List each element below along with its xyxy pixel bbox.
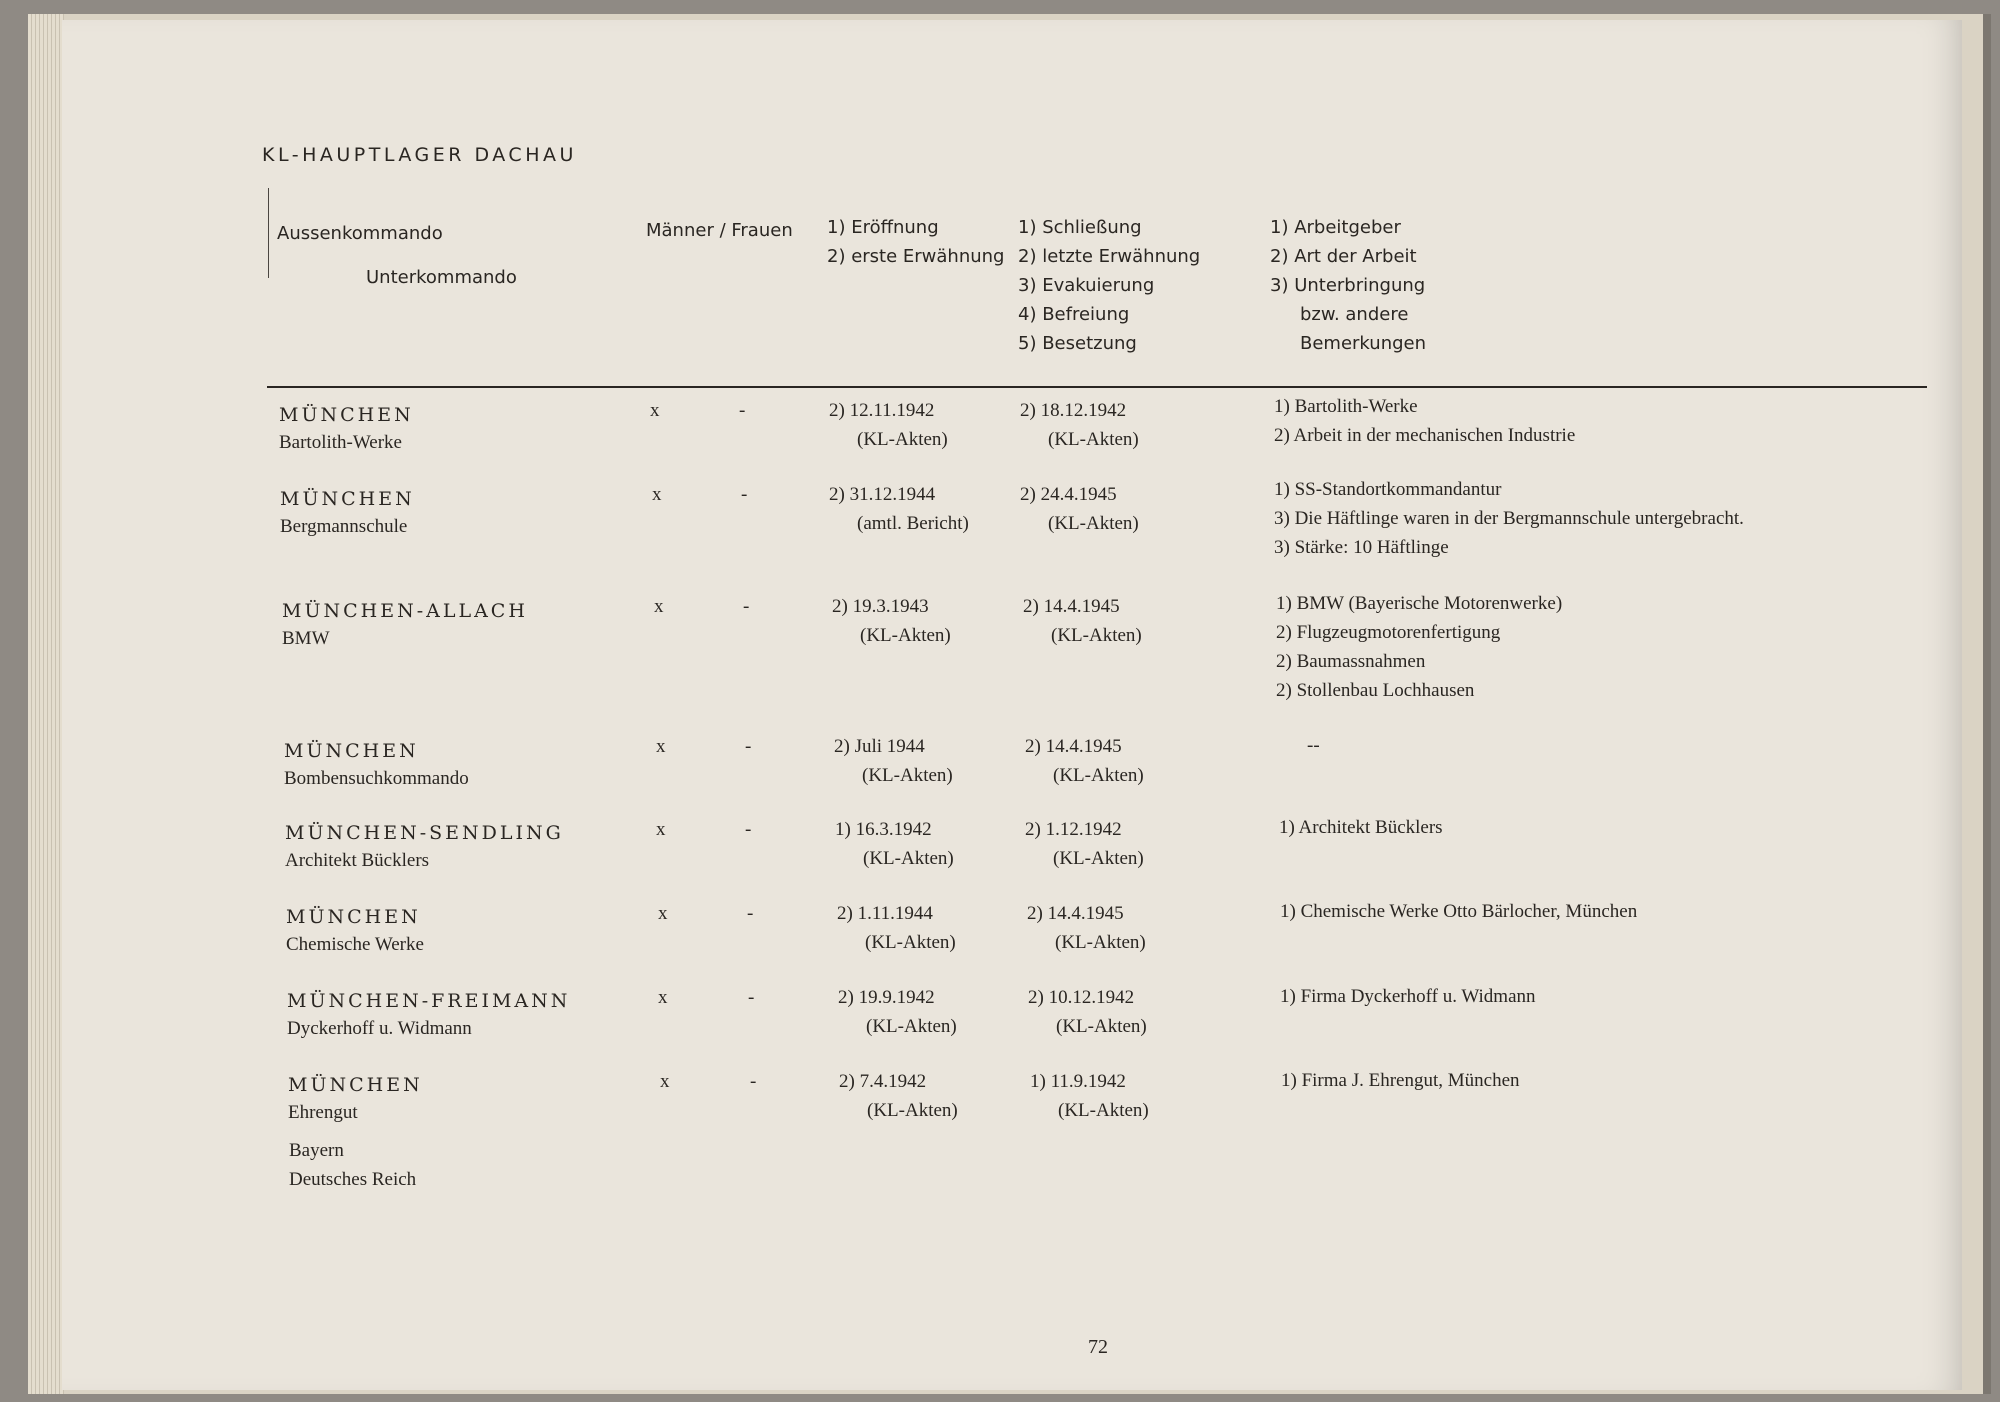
opened-date: 2) 7.4.1942 xyxy=(839,1071,927,1092)
note-line: 3) Die Häftlinge waren in der Bergmannschule untergebracht. xyxy=(1274,508,1744,529)
row-notes xyxy=(1280,982,1536,1011)
row-opened xyxy=(829,480,969,538)
row-men: x xyxy=(660,1071,670,1092)
row-opened xyxy=(832,592,951,650)
opened-date: 2) 12.11.1942 xyxy=(829,400,935,421)
row-women: - xyxy=(747,903,754,924)
region-block xyxy=(289,1136,416,1194)
closed-date: 2) 14.4.1945 xyxy=(1023,596,1120,617)
row-place: MÜNCHEN xyxy=(288,1074,423,1096)
header-notes-line: Bemerkungen xyxy=(1300,333,1427,354)
opened-source: (KL-Akten) xyxy=(862,765,953,786)
row-women: - xyxy=(745,736,752,757)
closed-source: (KL-Akten) xyxy=(1056,1016,1147,1037)
note-line: 2) Arbeit in der mechanischen Industrie xyxy=(1274,425,1576,446)
header-opening-line: 1) Eröffnung xyxy=(827,217,939,238)
row-closed xyxy=(1020,396,1139,454)
closed-date: 2) 18.12.1942 xyxy=(1020,400,1127,421)
header-col-closing xyxy=(1018,213,1200,358)
row-men: x xyxy=(652,484,662,505)
row-place: MÜNCHEN-FREIMANN xyxy=(287,990,571,1012)
row-closed xyxy=(1025,815,1144,873)
row-women: - xyxy=(750,1071,757,1092)
row-notes xyxy=(1274,475,1744,562)
header-notes-line: 1) Arbeitgeber xyxy=(1270,217,1401,238)
opened-date: 2) 31.12.1944 xyxy=(829,484,936,505)
header-closing-line: 2) letzte Erwähnung xyxy=(1018,246,1201,267)
row-place: MÜNCHEN xyxy=(284,740,419,762)
row-unit: Ehrengut xyxy=(288,1102,358,1123)
row-women: - xyxy=(741,484,748,505)
note-line: 1) Architekt Bücklers xyxy=(1279,817,1443,838)
note-line: 1) Firma Dyckerhoff u. Widmann xyxy=(1280,986,1536,1007)
note-line: 1) BMW (Bayerische Motorenwerke) xyxy=(1276,593,1563,614)
opened-source: (amtl. Bericht) xyxy=(857,513,969,534)
row-women: - xyxy=(748,987,755,1008)
note-line: -- xyxy=(1307,735,1320,756)
opened-source: (KL-Akten) xyxy=(867,1100,958,1121)
row-women: - xyxy=(745,819,752,840)
closed-date: 2) 24.4.1945 xyxy=(1020,484,1117,505)
row-opened xyxy=(829,396,948,454)
row-unit: Bergmannschule xyxy=(280,516,408,537)
row-unit: Chemische Werke xyxy=(286,934,424,955)
row-place: MÜNCHEN xyxy=(279,404,414,426)
closed-source: (KL-Akten) xyxy=(1053,765,1144,786)
closed-date: 2) 1.12.1942 xyxy=(1025,819,1122,840)
note-line: 1) Chemische Werke Otto Bärlocher, München xyxy=(1280,901,1638,922)
row-notes xyxy=(1274,392,1575,450)
opened-date: 1) 16.3.1942 xyxy=(835,819,932,840)
header-aussenkommando: Aussenkommando xyxy=(277,223,443,244)
header-closing-line: 1) Schließung xyxy=(1018,217,1142,238)
row-place: MÜNCHEN-SENDLING xyxy=(285,822,564,844)
row-opened xyxy=(838,983,957,1041)
region-country: Deutsches Reich xyxy=(289,1169,417,1190)
closed-source: (KL-Akten) xyxy=(1055,932,1146,953)
opened-source: (KL-Akten) xyxy=(865,932,956,953)
note-line: 2) Baumassnahmen xyxy=(1276,651,1426,672)
header-col-notes xyxy=(1270,213,1426,358)
closed-date: 1) 11.9.1942 xyxy=(1030,1071,1126,1092)
row-closed xyxy=(1028,983,1147,1041)
row-unit: Architekt Bücklers xyxy=(285,850,430,871)
opened-source: (KL-Akten) xyxy=(857,429,948,450)
note-line: 2) Flugzeugmotorenfertigung xyxy=(1276,622,1501,643)
row-notes xyxy=(1276,589,1562,705)
closed-source: (KL-Akten) xyxy=(1053,848,1144,869)
row-women: - xyxy=(739,400,746,421)
header-notes-line: 2) Art der Arbeit xyxy=(1270,246,1417,267)
note-line: 1) Bartolith-Werke xyxy=(1274,396,1418,417)
closed-date: 2) 14.4.1945 xyxy=(1027,903,1124,924)
note-line: 1) Firma J. Ehrengut, München xyxy=(1281,1070,1520,1091)
document-page xyxy=(62,20,1962,1390)
row-men: x xyxy=(654,596,664,617)
opened-date: 2) 1.11.1944 xyxy=(837,903,933,924)
row-unit: Dyckerhoff u. Widmann xyxy=(287,1018,472,1039)
row-women: - xyxy=(743,596,750,617)
header-rule xyxy=(267,386,1927,388)
closed-source: (KL-Akten) xyxy=(1048,429,1139,450)
opened-source: (KL-Akten) xyxy=(863,848,954,869)
header-col-opening xyxy=(827,213,1005,271)
header-unterkommando: Unterkommando xyxy=(366,267,517,288)
opened-source: (KL-Akten) xyxy=(860,625,951,646)
row-opened xyxy=(839,1067,958,1125)
row-opened xyxy=(837,899,956,957)
opened-date: 2) Juli 1944 xyxy=(834,736,925,757)
row-closed xyxy=(1027,899,1146,957)
closed-date: 2) 10.12.1942 xyxy=(1028,987,1135,1008)
row-closed xyxy=(1025,732,1144,790)
row-unit: Bombensuchkommando xyxy=(284,768,469,789)
header-notes-line: 3) Unterbringung xyxy=(1270,275,1426,296)
opened-source: (KL-Akten) xyxy=(866,1016,957,1037)
row-unit: Bartolith-Werke xyxy=(279,432,402,453)
row-place: MÜNCHEN-ALLACH xyxy=(282,600,528,622)
row-opened xyxy=(835,815,954,873)
row-unit: BMW xyxy=(282,628,330,649)
header-closing-line: 4) Befreiung xyxy=(1018,304,1130,325)
row-place: MÜNCHEN xyxy=(280,488,415,510)
row-men: x xyxy=(656,736,666,757)
page-number: 72 xyxy=(1088,1336,1108,1358)
row-place: MÜNCHEN xyxy=(286,906,421,928)
header-maenner-frauen: Männer / Frauen xyxy=(646,220,793,241)
row-men: x xyxy=(658,903,668,924)
note-line: 3) Stärke: 10 Häftlinge xyxy=(1274,537,1449,558)
closed-date: 2) 14.4.1945 xyxy=(1025,736,1122,757)
closed-source: (KL-Akten) xyxy=(1051,625,1142,646)
row-notes xyxy=(1307,731,1320,760)
header-notes-line: bzw. andere xyxy=(1300,304,1409,325)
note-line: 2) Stollenbau Lochhausen xyxy=(1276,680,1475,701)
row-men: x xyxy=(658,987,668,1008)
opened-date: 2) 19.9.1942 xyxy=(838,987,935,1008)
row-opened xyxy=(834,732,953,790)
row-men: x xyxy=(656,819,666,840)
row-men: x xyxy=(650,400,660,421)
region-state: Bayern xyxy=(289,1140,344,1161)
row-notes xyxy=(1280,897,1637,926)
row-notes xyxy=(1281,1066,1520,1095)
row-closed xyxy=(1020,480,1139,538)
closed-source: (KL-Akten) xyxy=(1048,513,1139,534)
opened-date: 2) 19.3.1943 xyxy=(832,596,929,617)
running-head: KL-HAUPTLAGER DACHAU xyxy=(262,144,577,166)
row-closed xyxy=(1023,592,1142,650)
header-divider xyxy=(268,188,269,278)
row-notes xyxy=(1279,813,1443,842)
header-closing-line: 3) Evakuierung xyxy=(1018,275,1155,296)
row-closed xyxy=(1030,1067,1149,1125)
closed-source: (KL-Akten) xyxy=(1058,1100,1149,1121)
header-closing-line: 5) Besetzung xyxy=(1018,333,1137,354)
note-line: 1) SS-Standortkommandantur xyxy=(1274,479,1502,500)
page-edges xyxy=(28,14,64,1394)
header-opening-line: 2) erste Erwähnung xyxy=(827,246,1005,267)
